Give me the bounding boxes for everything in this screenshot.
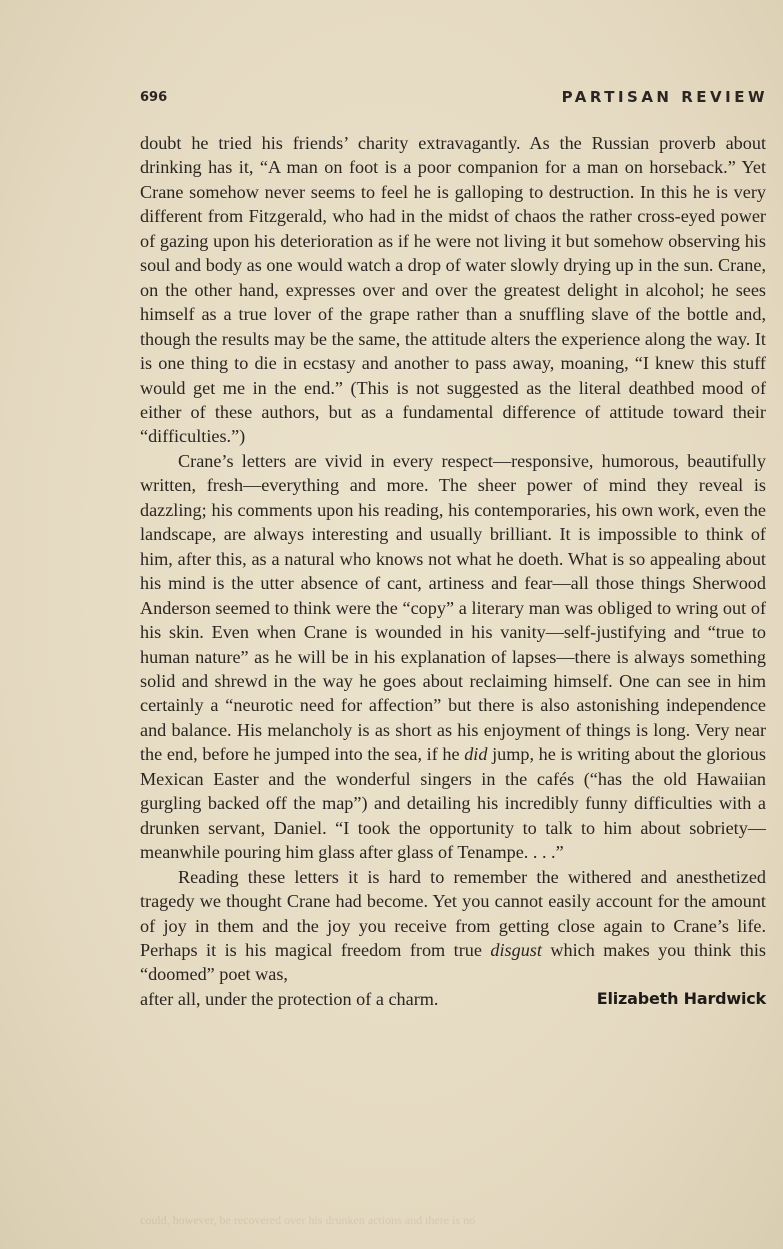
paragraph-3-text-a: Reading these letters it is hard to remember the withered and anesthetized tragedy we thought Crane had become. Yet you cannot easily account for the amount of joy in them and the joy you receive from getting close again to Crane’s life. Perhaps it is his magical freedom from true <box>140 866 766 960</box>
paragraph-2-text-b: jump, he is writing about the glorious Mexican Easter and the wonderful singers in the cafés (“has the old Hawaiian gurgling backed off the map”) and detailing his incredibly funny difficulties with a drunken servant, Daniel. “I took the opportunity to talk to him about sobriety—meanwhile pouring him glass after glass of Tenampe. . . .” <box>140 744 766 863</box>
body-text <box>140 131 766 1011</box>
paragraph-2-italic: did <box>464 744 488 765</box>
paragraph-1-text: doubt he tried his friends’ charity extravagantly. As the Russian proverb about drinking has it, “A man on foot is a poor companion for a man on horseback.” Yet Crane somehow never seems to feel he is galloping to destruction. In this he is very different from Fitzgerald, who had in the midst of chaos the rather cross-eyed power of gazing upon his deterioration as if he were not living it but somehow observing his soul and body as one would watch a drop of water slowly drying up in the sun. Crane, on the other hand, expresses over and over the greatest delight in alcohol; he sees himself as a true lover of the grape rather than a snuffling slave of the bottle and, though the results may be the same, the attitude alters the experience along the way. It is one thing to die in ecstasy and another to pass away, moaning, “I knew this stuff would get me in the end.” (This is not suggested as the literal deathbed mood of either of these authors, but as a fundamental difference of attitude toward their “difficulties.”) <box>140 133 766 447</box>
closing-line <box>140 987 766 1011</box>
running-head: PARTISAN REVIEW <box>561 88 768 106</box>
author-signature: Elizabeth Hardwick <box>596 988 766 1008</box>
paragraph-3-last-line: after all, under the protection of a charm. <box>140 988 439 1009</box>
paragraph-3-text-b: which makes you think this “doomed” poet was, <box>140 939 766 985</box>
paragraph-2 <box>140 449 766 865</box>
page-number: 696 <box>140 90 168 105</box>
paragraph-1 <box>140 131 766 449</box>
paragraph-3-italic: disgust <box>490 939 542 960</box>
paragraph-2-text-a: Crane’s letters are vivid in every respect—responsive, humorous, beautifully written, fresh—everything and more. The sheer power of mind they reveal is dazzling; his comments upon his reading, his contemporaries, his own work, even the landscape, are always interesting and usually brilliant. It is impossible to think of him, after this, as a natural who knows not what he doeth. What is so appealing about his mind is the utter absence of cant, artiness and fear—all those things Sherwood Anderson seemed to think were the “copy” a literary man was obliged to wring out of his skin. Even when Crane is wounded in his vanity—self-justifying and “true to human nature” as he will be in his explanation of lapses—there is always something solid and shrewd in the way he goes about reclaiming himself. One can see in him certainly a “neurotic need for affection” but there is also astonishing independence and balance. His melancholy is as short as his enjoyment of things is long. Very near the end, before he jumped into the sea, if he <box>140 450 766 765</box>
paragraph-3 <box>140 865 766 987</box>
bleed-through-text: could, however, be recovered over his drunken actions and there is no <box>140 1213 476 1227</box>
page-header <box>140 88 768 112</box>
